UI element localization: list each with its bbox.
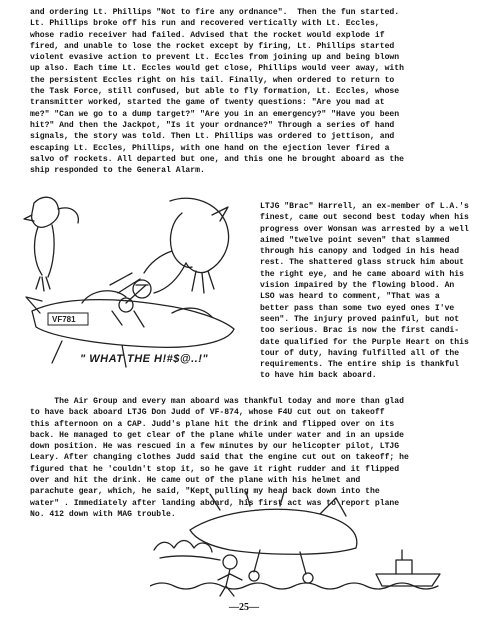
page-number: —25— <box>229 602 259 613</box>
bottom-paragraph: The Air Group and every man aboard was thankful today and more than glad to have back aboard LTJG Don Judd of VF-874, whose F4U cut out on takeoff this afternoon on a CAP. Judd's plane hit the drink and flipped over on its back. He managed to get clear of the plane while under water and in an upside down position. He was rescued in a few minutes by our helicopter pilot, LTJG Leary. After changing clothes Judd said that the engine cut out on takeoff; he figured that he 'couldn't stop it, so he gave it right rudder and it flipped over and hit the drink. He came out of the plane with his helmet and parachute gear, which, he said, "Kept pulling my head back down into the water" . Immediately after landing aboard, his first act was to report plane No. 412 down with MAG trouble. <box>30 397 409 519</box>
cartoon-caption: " WHAT THE H!#$@..!" <box>80 353 209 365</box>
side-paragraph: LTJG "Brac" Harrell, an ex-member of L.A.'s finest, came out second best today when his progress over Wonsan was arrested by a well aimed "twelve point seven" that slammed through his canopy and lodged in his head rest. The shattered glass struck him about the right eye, and he came aboard with his vision impaired by the flowing blood. An LSO was heard to comment, "That was a better pass than some two eyed ones I've seen". The injury proved painful, but not too serious. Brac is now the first candi- date qualified for the Purple Heart on this tour of duty, having fulfilled all of the requirements. The entire ship is thankful to have him back aboard. <box>260 202 469 381</box>
plane-label: VF781 <box>52 315 76 324</box>
cartoon-illustration-flipped-plane <box>150 490 450 600</box>
top-paragraph: and ordering Lt. Phillips "Not to fire any ordnance". Then the fun started. Lt. Phillips broke off his run and recovered vertically with Lt. Eccles, whose radio receiver had failed. Advised that the rocket would explode if fired, and unable to lose the rocket except by firing, Lt. Phillips started violent evasive action to prevent Lt. Eccles from joining up and being blown up also. Each time Lt. Eccles would get close, Phillips would veer away, with the persistent Eccles right on his tail. Finally, when ordered to return to the Task Force, still confused, but able to fly formation, Lt. Eccles, whose transmitter worked, started the game of twenty questions: "Are you mad at me?" "Can we go to a dump target?" "Are you in an emergency?" "Have you been hit?" And then the Jackpot, "Is it your ordnance?" Through a series of hand signals, the story was told. Then Lt. Phillips was ordered to jettison, and escaping Lt. Eccles, Phillips, with one hand on the ejection lever fired a salvo of rockets. All departed but one, and this one he brought aboard as the ship responded to the General Alarm. <box>30 8 404 176</box>
